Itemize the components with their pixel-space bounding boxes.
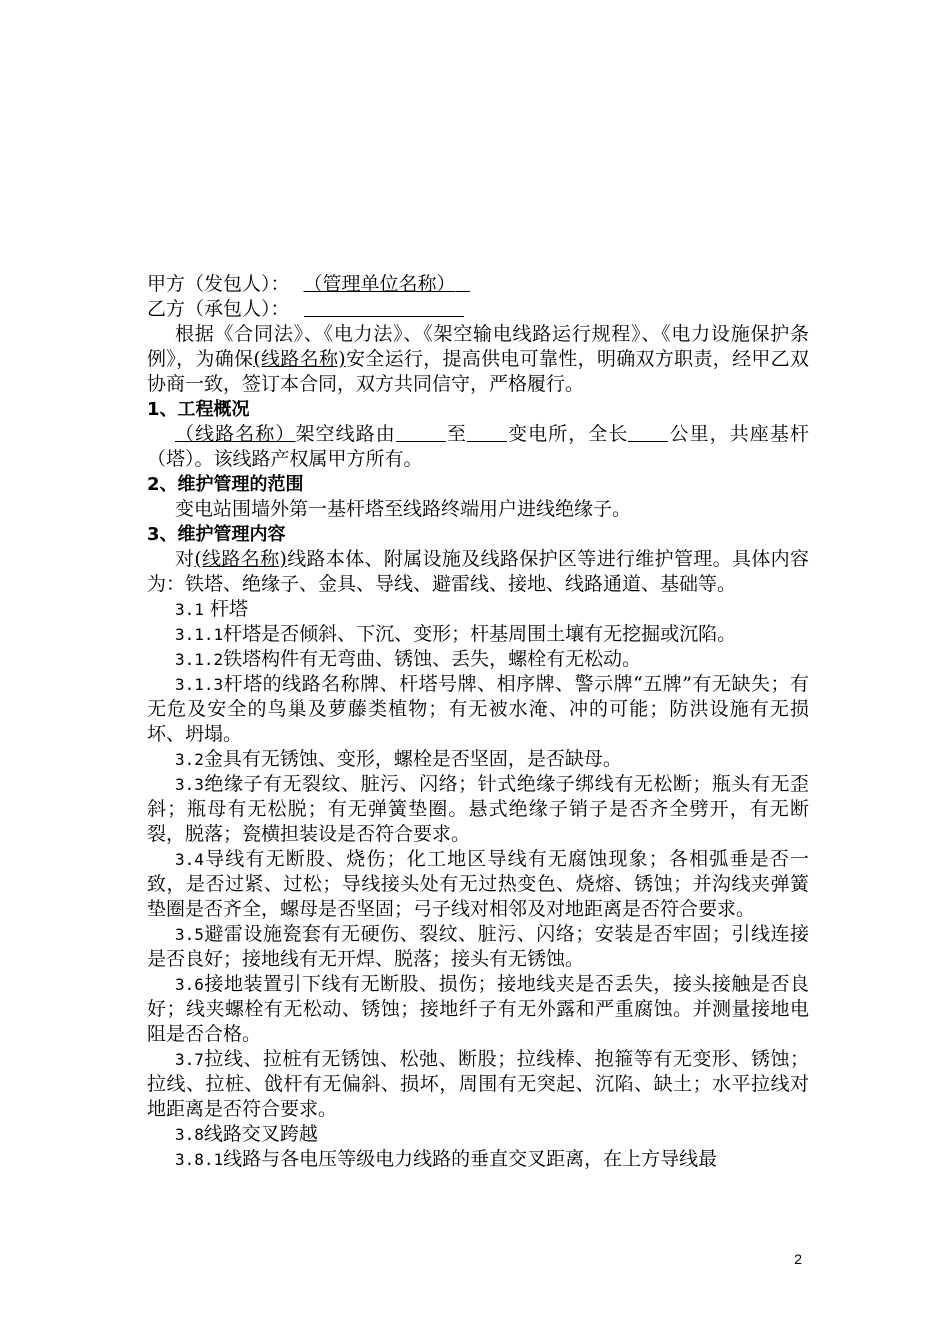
item-number: 3.4 [175, 850, 204, 869]
item-3-1-2 [147, 647, 809, 672]
item-number: 3.3 [175, 775, 204, 794]
destination-blank [467, 423, 507, 442]
party-a-value: （管理单位名称） [303, 273, 456, 295]
item-3-2 [147, 747, 809, 772]
item-text: 金具有无锈蚀、变形，螺栓是否坚固，是否缺母。 [203, 748, 622, 770]
item-text: 铁塔构件有无弯曲、锈蚀、丢失，螺栓有无松动。 [223, 648, 642, 670]
item-number: 3.1.2 [175, 650, 224, 669]
item-number: 3.1.1 [175, 625, 224, 644]
item-text: 导线有无断股、烧伤；化工地区导线有无腐蚀现象；各相弧垂是否一致，是否过紧、过松；导线接头处有无过热变色、烧熔、锈蚀；并沟线夹弹簧垫圈是否齐全，螺母是否坚固；弓子线对相邻及对地距离是否符合要求。 [147, 848, 809, 920]
item-number: 3.7 [175, 1050, 204, 1069]
item-number: 3.6 [175, 975, 204, 994]
party-b-line [147, 297, 809, 322]
item-3-5 [147, 922, 809, 972]
item-3-7 [147, 1047, 809, 1122]
item-text: 接地装置引下线有无断股、损伤；接地线夹是否丢失，接头接触是否良好；线夹螺栓有无松动、锈蚀；接地纤子有无外露和严重腐蚀。并测量接地电阻是否合格。 [147, 973, 809, 1045]
section-1-paragraph [147, 422, 809, 472]
document-page [147, 272, 809, 1172]
item-number: 3.8 [175, 1125, 204, 1144]
section-3-heading: 3、维护管理内容 [147, 524, 286, 545]
section-2-heading: 2、维护管理的范围 [147, 474, 304, 495]
section-3-line-name: (线路名称) [194, 548, 287, 570]
item-3-1-3 [147, 672, 809, 747]
item-3-8-1 [147, 1147, 809, 1172]
party-b-blank [304, 298, 464, 317]
item-text: 避雷设施瓷套有无硬伤、裂纹、脏污、闪络；安装是否牢固；引线连接是否良好；接地线有无开焊、脱落；接头有无锈蚀。 [147, 923, 809, 970]
section-1-text-2: 至 [445, 423, 467, 445]
item-3-1-1 [147, 622, 809, 647]
length-blank [628, 423, 668, 442]
item-number: 3.2 [175, 750, 204, 769]
item-number: 3.1.3 [175, 675, 224, 694]
item-text: 杆塔是否倾斜、下沉、变形；杆基周围土壤有无挖掘或沉陷。 [223, 623, 737, 645]
section-3-paragraph [147, 547, 809, 597]
party-a-line [147, 272, 809, 297]
section-3-text-2: 线路本体、附属设施及线路保护区等进行维护管理。具体内容为：铁塔、绝缘子、金具、导线、避雷线、接地、线路通道、基础等。 [147, 548, 809, 595]
item-number: 3.5 [175, 925, 204, 944]
item-text: 杆塔的线路名称牌、杆塔号牌、相序牌、警示牌“五牌”有无缺失；有无危及安全的鸟巢及萝藤类植物；有无被水淹、冲的可能；防洪设施有无损坏、坍塌。 [147, 673, 809, 745]
item-3-8 [147, 1122, 809, 1147]
intro-text-2: 安全运行，提高供电可靠性，明确双方职责，经甲乙双协商一致，签订本合同，双方共同信守，严格履行。 [147, 348, 809, 395]
item-3-6 [147, 972, 809, 1047]
intro-line-name: (线路名称) [253, 348, 346, 370]
item-text: 线路交叉跨越 [203, 1123, 318, 1145]
section-1-line-name: （线路名称） [175, 423, 296, 445]
item-text: 拉线、拉桩有无锈蚀、松弛、断股；拉线棒、抱箍等有无变形、锈蚀；拉线、拉桩、戗杆有无偏斜、损坏，周围有无突起、沉陷、缺土；水平拉线对地距离是否符合要求。 [147, 1048, 809, 1120]
section-1-text-1: 架空线路由 [295, 423, 396, 445]
item-number: 3.1 [175, 600, 204, 619]
party-a-label: 甲方（发包人）： [147, 273, 290, 295]
item-3-3 [147, 772, 809, 847]
item-text: 绝缘子有无裂纹、脏污、闪络；针式绝缘子绑线有无松断；瓶头有无歪斜；瓶母有无松脱；有无弹簧垫圈。悬式绝缘子销子是否齐全劈开，有无断裂，脱落；瓷横担装设是否符合要求。 [147, 773, 809, 845]
item-number: 3.8.1 [175, 1150, 224, 1169]
page-number: 2 [794, 1251, 802, 1267]
section-3-text-1: 对 [175, 548, 195, 570]
party-b-label: 乙方（承包人）： [147, 298, 290, 320]
intro-text-1: 根据《合同法》、《电力法》、《架空输电线路运行规程》、《电力设施保护条例》，为确保 [147, 323, 809, 370]
section-2-paragraph: 变电站围墙外第一基杆塔至线路终端用户进线绝缘子。 [175, 498, 632, 520]
item-3-1 [147, 597, 809, 622]
item-text: 线路与各电压等级电力线路的垂直交叉距离，在上方导线最 [223, 1148, 718, 1170]
intro-paragraph [147, 322, 809, 397]
origin-blank [396, 423, 446, 442]
party-a-underline-tail [456, 273, 470, 292]
section-1-heading: 1、工程概况 [147, 399, 250, 420]
item-3-4 [147, 847, 809, 922]
section-1-text-3: 变电所，全长 [506, 423, 629, 445]
item-text: 杆塔 [203, 598, 248, 620]
section-1-text-4: 公里，共座基杆（塔）。该线路产权属甲方所有。 [147, 423, 809, 470]
